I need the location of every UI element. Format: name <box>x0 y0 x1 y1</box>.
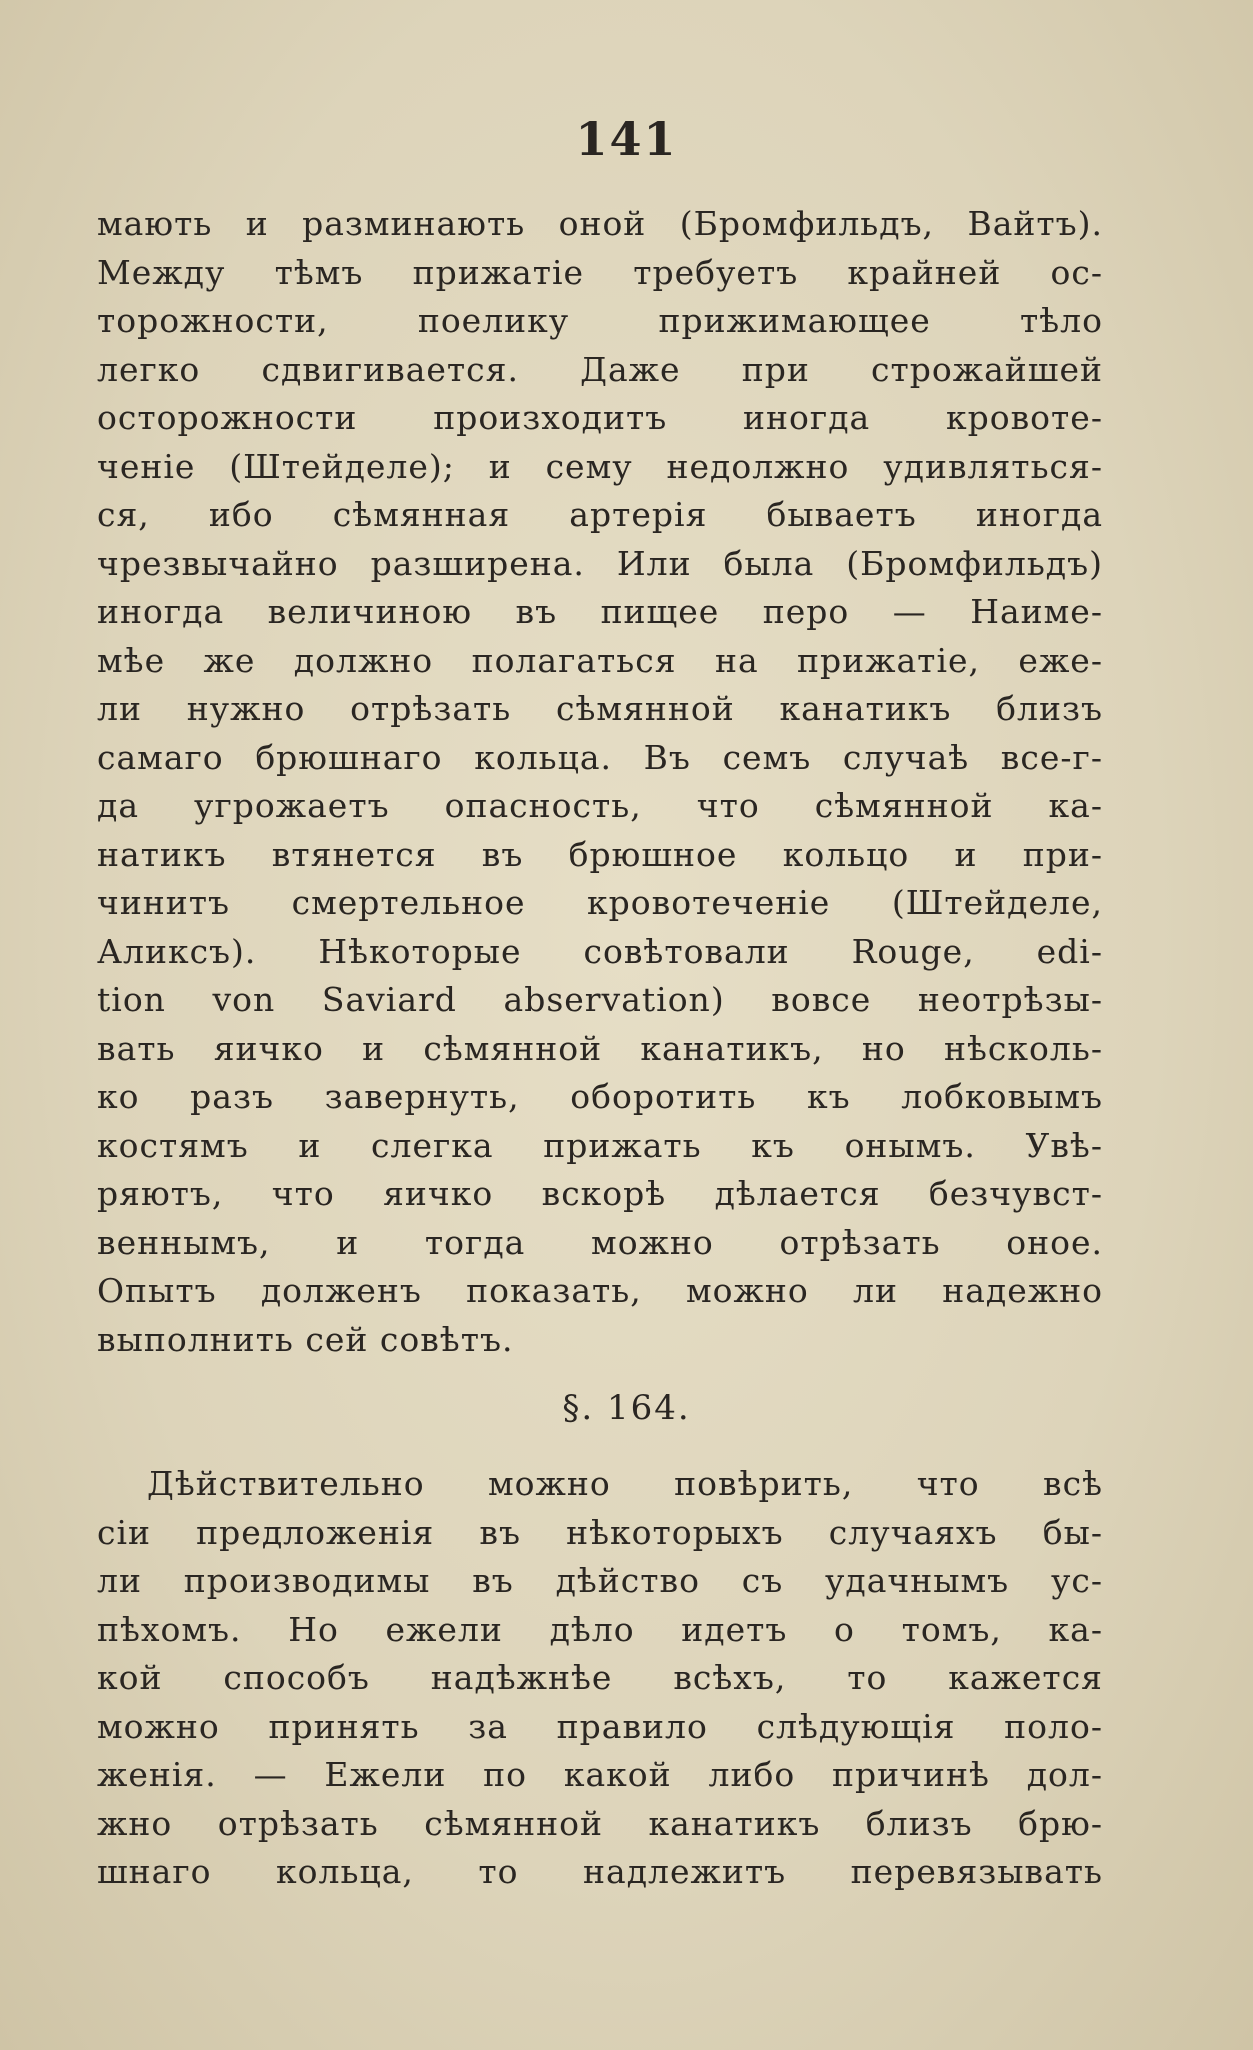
page-number: 141 <box>575 112 678 166</box>
text-line: ко разъ завернуть, оборотить къ лобковымъ <box>97 1077 1103 1116</box>
text-line: Аликсъ). Нѣкоторые совѣтовали Rouge, edi- <box>97 931 1103 971</box>
text-line: чрезвычайно разширена. Или была (Бромфильдъ) <box>97 543 1103 583</box>
text-line: ся, ибо сѣмянная артерія бываетъ иногда <box>97 495 1103 534</box>
text-line: шнаго кольца, то надлежитъ перевязывать <box>97 1852 1103 1891</box>
text-line: ли производимы въ дѣйство съ удачнымъ ус- <box>97 1561 1103 1600</box>
text-line: веннымъ, и тогда можно отрѣзать оное. <box>97 1222 1103 1262</box>
text-line: женія. — Ежели по какой либо причинѣ дол- <box>97 1755 1103 1794</box>
text-line: выполнить сей совѣтъ. <box>97 1319 514 1359</box>
text-line: иногда величиною въ пищее перо — Наиме- <box>97 592 1103 631</box>
text-line: пѣхомъ. Но ежели дѣло идетъ о томъ, ка- <box>97 1609 1103 1649</box>
text-line: ли нужно отрѣзать сѣмянной канатикъ близъ <box>97 689 1103 728</box>
text-line: натикъ втянется въ брюшное кольцо и при- <box>97 834 1103 874</box>
text-line: костямъ и слегка прижать къ онымъ. Увѣ- <box>97 1125 1103 1165</box>
section-heading: §. 164. <box>562 1388 691 1428</box>
text-line: Дѣйствительно можно повѣрить, что всѣ <box>147 1464 1103 1503</box>
text-line: самаго брюшнаго кольца. Въ семъ случаѣ все-г- <box>97 737 1103 777</box>
text-line: жно отрѣзать сѣмянной канатикъ близъ брю- <box>97 1803 1103 1843</box>
text-line: Между тѣмъ прижатіе требуетъ крайней ос- <box>97 252 1103 292</box>
text-line: ряютъ, что яичко вскорѣ дѣлается безчувст- <box>97 1174 1103 1213</box>
text-line: tion von Saviard abservation) вовсе неотрѣзы- <box>97 980 1103 1019</box>
text-line: кой способъ надѣжнѣе всѣхъ, то кажется <box>97 1658 1103 1697</box>
text-line: ченіе (Штейделе); и сему недолжно удивляться- <box>97 446 1103 486</box>
text-line: да угрожаетъ опасность, что сѣмянной ка- <box>97 786 1103 825</box>
text-line: Опытъ долженъ показать, можно ли надежно <box>97 1271 1103 1310</box>
text-line: чинитъ смертельное кровотеченіе (Штейделе, <box>97 883 1103 922</box>
text-line: осторожности произходитъ иногда кровоте- <box>97 398 1103 437</box>
paragraph-1 <box>97 200 1103 1364</box>
text-line: легко сдвигивается. Даже при строжайшей <box>97 349 1103 389</box>
text-line: вать яичко и сѣмянной канатикъ, но нѣсколь- <box>97 1028 1103 1068</box>
paragraph-2 <box>97 1460 1103 1897</box>
text-line: можно принять за правило слѣдующія поло- <box>97 1706 1103 1746</box>
text-line: торожности, поелику прижимающее тѣло <box>97 301 1103 340</box>
text-line: мѣе же должно полагаться на прижатіе, еже- <box>97 640 1103 680</box>
text-line: мають и разминають оной (Бромфильдъ, Вайтъ). <box>97 204 1103 243</box>
text-line: сіи предложенія въ нѣкоторыхъ случаяхъ бы- <box>97 1512 1103 1552</box>
